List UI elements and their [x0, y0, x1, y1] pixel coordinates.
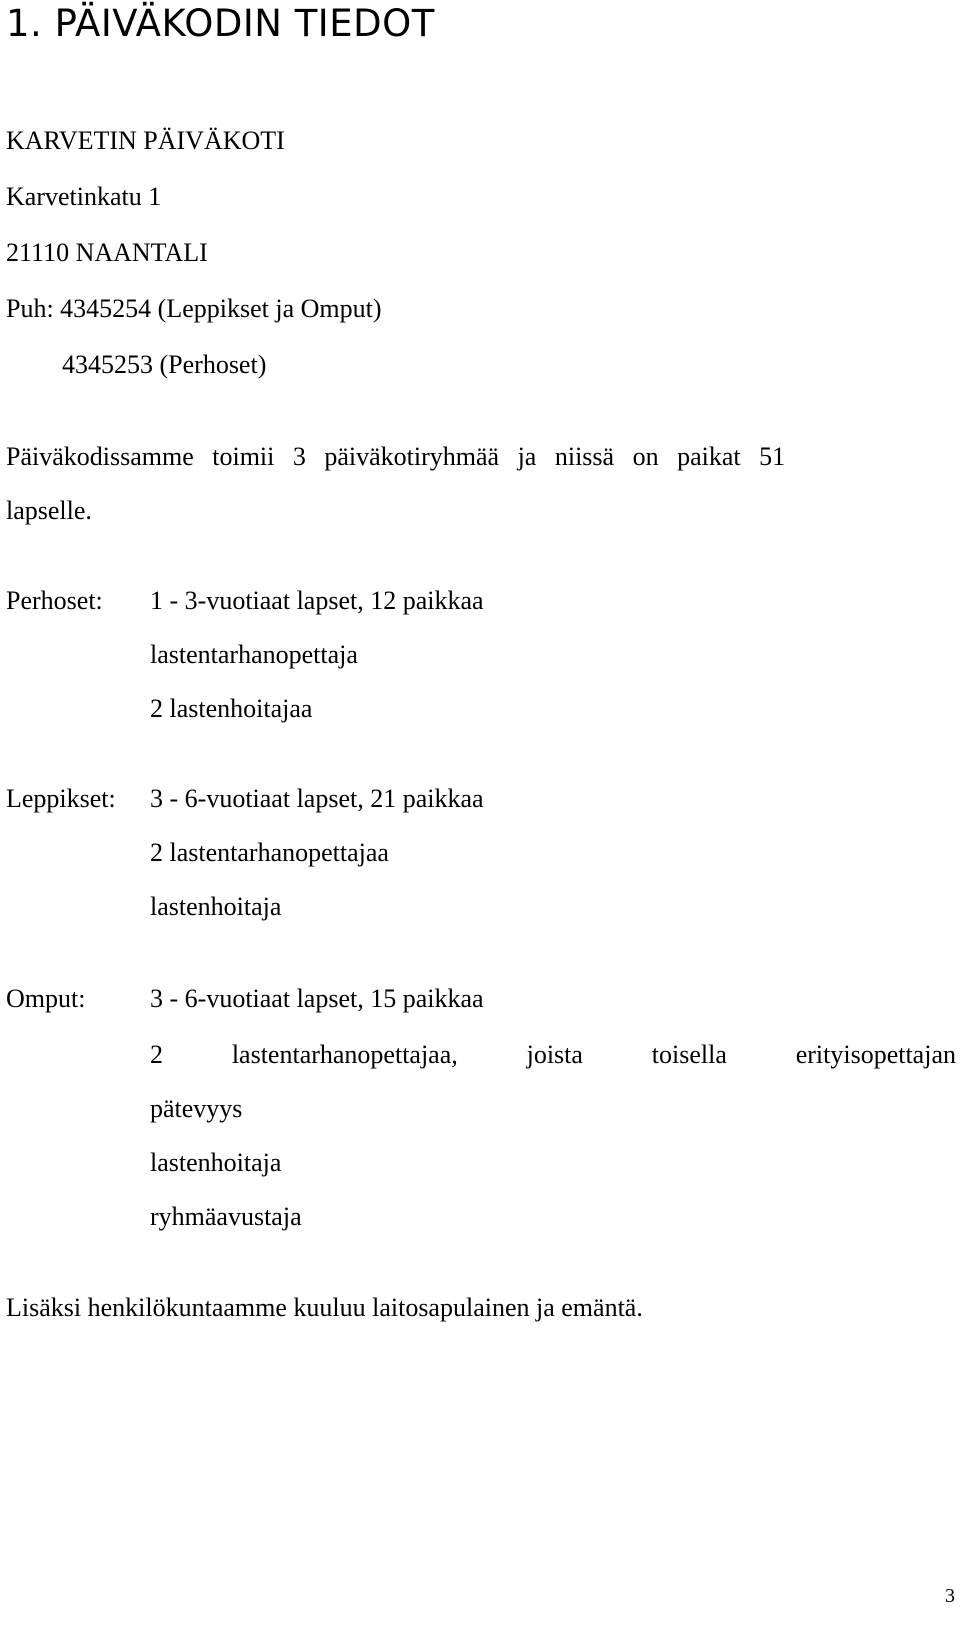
omput-staff-3: ryhmäavustaja [150, 1202, 302, 1231]
omput-word: joista [526, 1040, 583, 1069]
omput-word: erityisopettajan [795, 1040, 956, 1069]
perhoset-staff-2: 2 lastenhoitajaa [150, 694, 313, 723]
phone-line-2: 4345253 (Perhoset) [62, 350, 267, 379]
street-address: Karvetinkatu 1 [6, 182, 162, 211]
phone-line-1: Puh: 4345254 (Leppikset ja Omput) [6, 294, 382, 323]
intro-line-1 [6, 441, 956, 473]
omput-word: toisella [651, 1040, 727, 1069]
leppikset-staff-1: 2 lastentarhanopettajaa [150, 838, 389, 867]
postal-address: 21110 NAANTALI [6, 238, 208, 267]
omput-staff-cont: pätevyys [150, 1094, 243, 1123]
group-label-perhoset: Perhoset: [6, 586, 103, 615]
perhoset-staff-1: lastentarhanopettaja [150, 640, 358, 669]
group-desc-leppikset: 3 - 6-vuotiaat lapset, 21 paikkaa [150, 784, 484, 813]
intro-text: Päiväkodissamme toimii 3 päiväkotiryhmää ja niissä on paikat 51 [6, 442, 786, 471]
group-label-omput: Omput: [6, 984, 86, 1013]
intro-line-2: lapselle. [6, 496, 92, 525]
leppikset-staff-2: lastenhoitaja [150, 892, 282, 921]
group-omput [6, 983, 484, 1015]
omput-staff-2: lastenhoitaja [150, 1148, 282, 1177]
group-leppikset [6, 783, 484, 815]
page-heading: 1. PÄIVÄKODIN TIEDOT [6, 2, 435, 45]
omput-staff-justified-line [150, 1039, 956, 1071]
omput-word: 2 [150, 1040, 163, 1069]
group-label-leppikset: Leppikset: [6, 784, 116, 813]
daycare-name: KARVETIN PÄIVÄKOTI [6, 126, 285, 155]
group-desc-perhoset: 1 - 3-vuotiaat lapset, 12 paikkaa [150, 586, 484, 615]
footer-text: Lisäksi henkilökuntaamme kuuluu laitosapulainen ja emäntä. [6, 1293, 643, 1322]
group-perhoset [6, 585, 484, 617]
group-desc-omput: 3 - 6-vuotiaat lapset, 15 paikkaa [150, 984, 484, 1013]
omput-word: lastentarhanopettajaa, [231, 1040, 458, 1069]
page-number: 3 [945, 1585, 955, 1607]
